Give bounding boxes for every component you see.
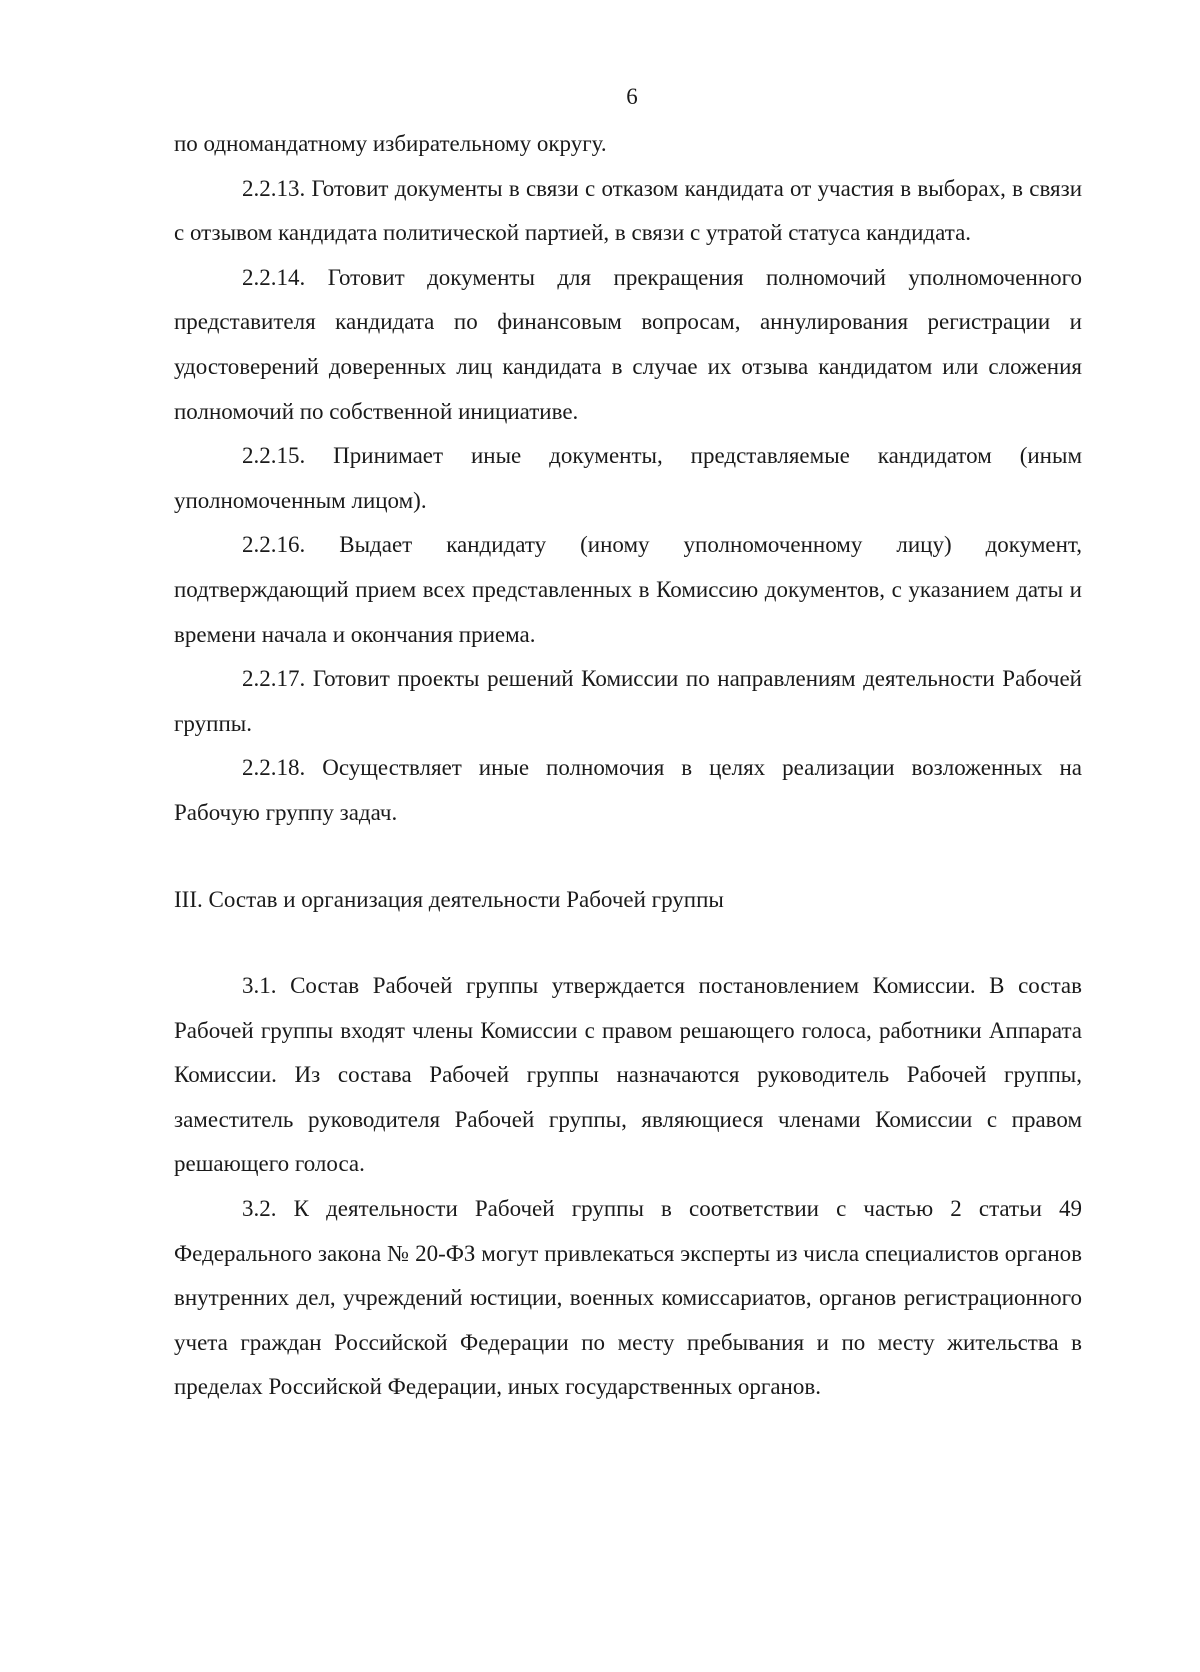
paragraph-2-2-18: 2.2.18. Осуществляет иные полномочия в целях реализации возложенных на Рабочую группу задач. bbox=[174, 755, 1082, 825]
section-heading: III. Состав и организация деятельности Рабочей группы bbox=[174, 886, 724, 912]
paragraph-continuation: по одномандатному избирательному округу. bbox=[174, 131, 607, 156]
paragraph-2-2-16: 2.2.16. Выдает кандидату (иному уполномоченному лицу) документ, подтверждающий прием всех представленных в Комиссию документов, с указанием даты и времени начала и окончания приема. bbox=[174, 532, 1082, 647]
document-body bbox=[174, 122, 1082, 1410]
paragraph-2-2-15: 2.2.15. Принимает иные документы, представляемые кандидатом (иным уполномоченным лицом). bbox=[174, 443, 1082, 513]
page-number: 6 bbox=[626, 84, 638, 109]
paragraph-3-1: 3.1. Состав Рабочей группы утверждается постановлением Комиссии. В состав Рабочей группы входят члены Комиссии с правом решающего голоса, работники Аппарата Комиссии. Из состава Рабочей группы назначаются руководитель Рабочей группы, заместитель руководителя Рабочей группы, являющиеся членами Комиссии с правом решающего голоса. bbox=[174, 973, 1082, 1177]
paragraph-2-2-17: 2.2.17. Готовит проекты решений Комиссии по направлениям деятельности Рабочей группы. bbox=[174, 666, 1082, 736]
paragraph-2-2-14: 2.2.14. Готовит документы для прекращения полномочий уполномоченного представителя кандидата по финансовым вопросам, аннулирования регистрации и удостоверений доверенных лиц кандидата в случае их отзыва кандидатом или сложения полномочий по собственной инициативе. bbox=[174, 264, 1082, 424]
paragraph-2-2-13: 2.2.13. Готовит документы в связи с отказом кандидата от участия в выборах, в связи с отзывом кандидата политической партией, в связи с утратой статуса кандидата. bbox=[174, 175, 1082, 246]
paragraph-3-2: 3.2. К деятельности Рабочей группы в соответствии с частью 2 статьи 49 Федерального закона № 20-ФЗ могут привлекаться эксперты из числа специалистов органов внутренних дел, учреждений юстиции, военных комиссариатов, органов регистрационного учета граждан Российской Федерации по месту пребывания и по месту жительства в пределах Российской Федерации, иных государственных органов. bbox=[174, 1196, 1082, 1400]
